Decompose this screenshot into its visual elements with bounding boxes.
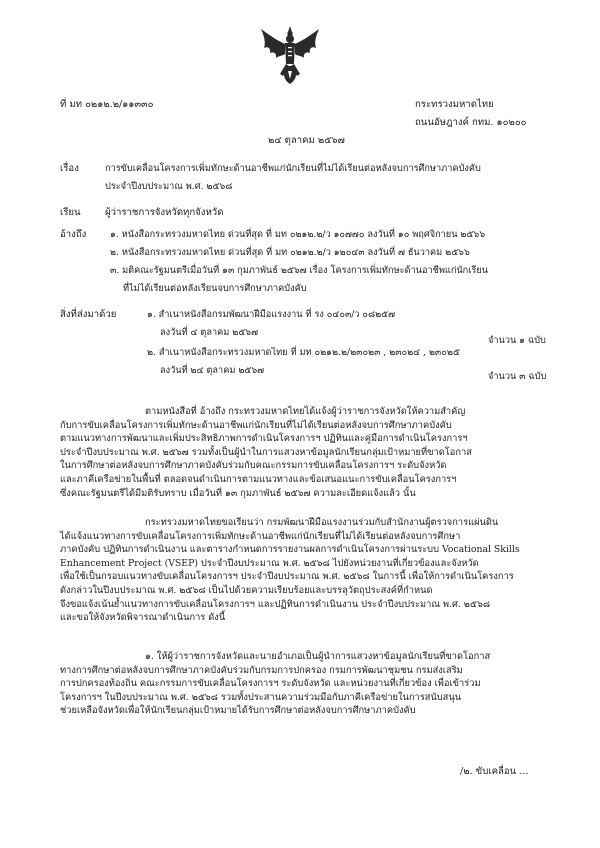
body-paragraph-2: [60, 516, 520, 625]
enclosure-item: ๑. สำเนาหนังสือกรมพัฒนาฝีมือแรงงาน ที่ รง ๐๔๐๓/ว ๐๘๒๕๗: [147, 309, 396, 320]
subject-line: การขับเคลื่อนโครงการเพิ่มทักษะด้านอาชีพแก่นักเรียนที่ไม่ได้เรียนต่อหลังจบการศึกษาภาคบังคับ: [105, 163, 481, 174]
paragraph-line: ช่วยเหลือจังหวัดเพื่อให้นักเรียนกลุ่มเป้าหมายได้รับการศึกษาต่อหลังจบการศึกษาภาคบังคับ: [60, 705, 416, 717]
enclosure-item-date: ลงวันที่ ๒๔ ตุลาคม ๒๕๖๗: [160, 365, 265, 376]
subject-label: เรื่อง: [60, 163, 79, 174]
enclosure-item: ๒. สำเนาหนังสือกระทรวงมหาดไทย ที่ มท ๐๒๑๒.๒/๒๓๐๒๓ , ๒๓๐๒๔ , ๒๓๐๒๕: [147, 347, 460, 358]
enclosure-item-date: ลงวันที่ ๔ ตุลาคม ๒๕๖๗: [160, 327, 259, 338]
paragraph-line: ภาคบังคับ ปฏิทินการดำเนินงาน และตารางกำหนดการรายงานผลการดำเนินโครงการผ่านระบบ Vocational Skills: [60, 544, 520, 556]
paragraph-line: ในการศึกษาต่อหลังจบการศึกษาภาคบังคับร่วมกับคณะกรรมการขับเคลื่อนโครงการฯ ระดับจังหวัด: [60, 460, 447, 472]
body-paragraph-3: [60, 650, 490, 718]
enclosure-count: จำนวน ๓ ฉบับ: [488, 371, 547, 382]
paragraph-line: จึงขอแจ้งเน้นย้ำแนวทางการขับเคลื่อนโครงการฯ และปฏิทินการดำเนินงาน ประจำปีงบประมาณ พ.ศ. ๒๕๖๘: [60, 598, 491, 610]
paragraph-line: โครงการฯ ในปีงบประมาณ พ.ศ. ๒๕๖๘ รวมทั้งประสานความร่วมมือกับภาคีเครือข่ายในการสนับสนุน: [60, 691, 462, 703]
salutation-recipient: ผู้ว่าราชการจังหวัดทุกจังหวัด: [105, 207, 224, 218]
garuda-emblem-icon: [258, 24, 322, 86]
body-paragraph-1: [60, 405, 472, 500]
paragraph-line: การปกครองท้องถิ่น คณะกรรมการขับเคลื่อนโครงการฯ ระดับจังหวัด และหน่วยงานที่เกี่ยวข้อง เพื่อเข้าร่วม: [60, 678, 481, 690]
paragraph-line: ทางการศึกษาต่อหลังจบการศึกษาภาคบังคับร่วมกับกรมการปกครอง กรมการพัฒนาชุมชน กรมส่งเสริม: [60, 664, 463, 676]
paragraph-line: ตามแนวทางการพัฒนาและเพิ่มประสิทธิภาพการดำเนินโครงการฯ ปฏิทินและคู่มือการดำเนินโครงการฯ: [60, 433, 468, 445]
paragraph-line: ซึ่งคณะรัฐมนตรีได้มีมติรับทราบ เมื่อวันที่ ๑๓ กุมภาพันธ์ ๒๕๖๗ ความละเอียดแจ้งแล้ว นั้น: [60, 487, 416, 499]
subject-line: ประจำปีงบประมาณ พ.ศ. ๒๕๖๘: [105, 181, 233, 192]
enclosure-count: จำนวน ๑ ฉบับ: [488, 335, 546, 346]
salutation-label: เรียน: [60, 207, 81, 218]
reference-item-continuation: ที่ไม่ได้เรียนต่อหลังเรียนจบการศึกษาภาคบังคับ: [123, 283, 307, 294]
paragraph-line: ดังกล่าวในปีงบประมาณ พ.ศ. ๒๕๖๘ เป็นไปด้วยความเรียบร้อยและบรรลุวัตถุประสงค์ที่กำหนด: [60, 584, 433, 596]
reference-item: ๒. หนังสือกระทรวงมหาดไทย ด่วนที่สุด ที่ มท ๐๒๑๒.๒/ว ๑๒๐๔๓ ลงวันที่ ๗ ธันวาคม ๒๕๖๖: [110, 247, 470, 258]
agency-address: ถนนอัษฎางค์ กทม. ๑๐๒๐๐: [415, 117, 527, 128]
reference-item: ๓. มติคณะรัฐมนตรีเมื่อวันที่ ๑๓ กุมภาพันธ์ ๒๕๖๗ เรื่อง โครงการเพิ่มทักษะด้านอาชีพแก่นักเรียน: [110, 265, 488, 276]
references-label: อ้างถึง: [60, 229, 87, 240]
page-continuation: /๒. ขับเคลื่อน ...: [460, 766, 529, 777]
paragraph-line: กับการขับเคลื่อนโครงการเพิ่มทักษะด้านอาชีพแก่นักเรียนที่ไม่ได้เรียนต่อหลังจบการศึกษาภาคบังคับ: [60, 419, 452, 431]
paragraph-line: ๑. ให้ผู้ว่าราชการจังหวัดและนายอำเภอเป็นผู้นำการแสวงหาข้อมูลนักเรียนที่ขาดโอกาส: [145, 651, 491, 662]
paragraph-line: กระทรวงมหาดไทยขอเรียนว่า กรมพัฒนาฝีมือแรงงานร่วมกับสำนักงานผู้ตรวจการแผ่นดิน: [145, 517, 499, 528]
paragraph-line: Enhancement Project (VSEP) ประจำปีงบประมาณ พ.ศ. ๒๕๖๘ ไปยังหน่วยงานที่เกี่ยวข้องและจังหวัด: [60, 557, 479, 569]
paragraph-line: ตามหนังสือที่ อ้างถึง กระทรวงมหาดไทยได้แจ้งผู้ว่าราชการจังหวัดให้ความสำคัญ: [145, 406, 466, 417]
paragraph-line: ประจำปีงบประมาณ พ.ศ. ๒๕๖๗ รวมทั้งเป็นผู้นำในการแสวงหาข้อมูลนักเรียนกลุ่มเป้าหมายที่ขาดโอกาส: [60, 446, 472, 458]
paragraph-line: เพื่อใช้เป็นกรอบแนวทางขับเคลื่อนโครงการฯ ประจำปีงบประมาณ พ.ศ. ๒๕๖๘ ในการนี้ เพื่อให้การดำเนินโครงการ: [60, 571, 514, 583]
reference-item: ๑. หนังสือกระทรวงมหาดไทย ด่วนที่สุด ที่ มท ๐๒๑๒.๒/ว ๑๐๗๗๐ ลงวันที่ ๑๐ พฤศจิกายน ๒๕๖๖: [110, 229, 486, 240]
enclosures-label: สิ่งที่ส่งมาด้วย: [60, 309, 117, 320]
agency-name: กระทรวงมหาดไทย: [415, 99, 494, 110]
paragraph-line: และภาคีเครือข่ายในพื้นที่ ตลอดจนดำเนินการตามแนวทางและข้อเสนอแนะการขับเคลื่อนโครงการฯ: [60, 473, 457, 485]
paragraph-line: และขอให้จังหวัดพิจารณาดำเนินการ ดังนี้: [60, 612, 226, 624]
document-date: ๒๔ ตุลาคม ๒๕๖๗: [268, 135, 345, 146]
paragraph-line: ได้แจ้งแนวทางการขับเคลื่อนโครงการเพิ่มทักษะด้านอาชีพแก่นักเรียนที่ไม่ได้เรียนต่อหลังจบการศึกษา: [60, 530, 461, 542]
document-number: ที่ มท ๐๒๑๒.๒/๑๑๓๓๐: [60, 99, 154, 110]
